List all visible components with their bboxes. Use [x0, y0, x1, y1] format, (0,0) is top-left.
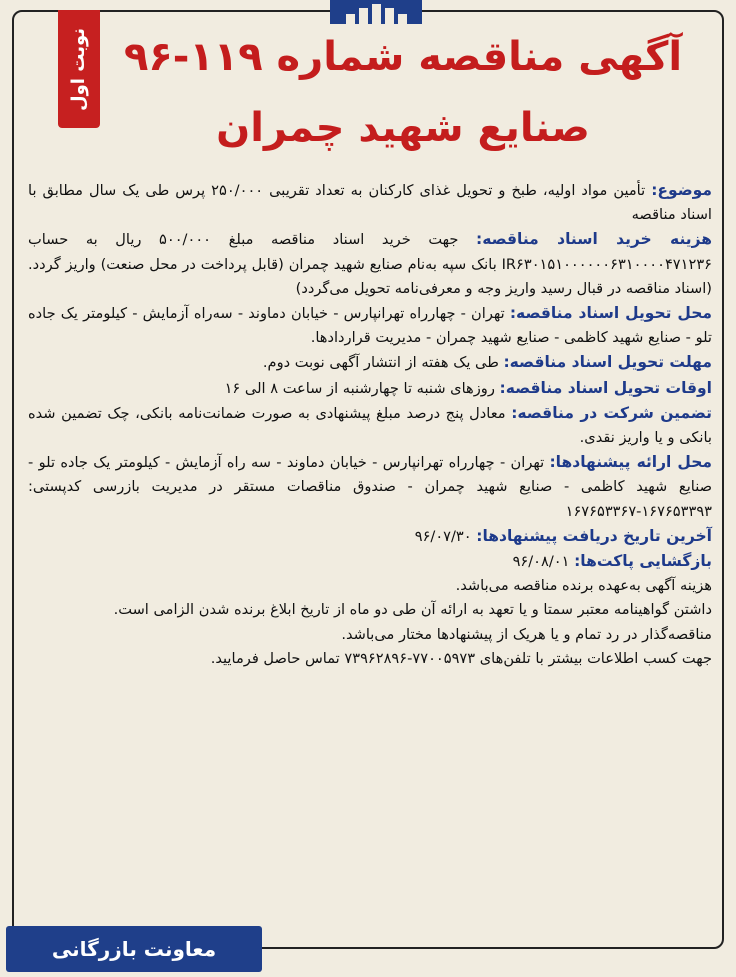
section-text: طی یک هفته از انتشار آگهی نوبت دوم. [262, 354, 504, 372]
notice-body [28, 178, 712, 671]
section-guarantee [28, 401, 712, 450]
section-document-cost [28, 227, 712, 301]
section-label: هزینه خرید اسناد مناقصه: [476, 230, 712, 249]
section-opening-date [28, 549, 712, 574]
section-text: معادل پنج درصد مبلغ پیشنهادی به صورت ضمانت‌نامه بانکی، چک تضمین شده بانکی و یا واریز نقدی. [28, 404, 712, 447]
section-proposal-deadline [28, 524, 712, 549]
section-text: ۹۶/۰۸/۰۱ [512, 553, 575, 571]
section-label: اوقات تحویل اسناد مناقصه: [499, 378, 712, 397]
section-proposal-place [28, 450, 712, 524]
note-certificate: داشتن گواهینامه معتبر سمتا و یا تعهد به ارائه آن طی دو ماه از تاریخ ابلاغ برنده شدن الزامی است. [113, 601, 712, 619]
footer-label: معاونت بازرگانی [51, 937, 217, 961]
section-label: محل ارائه پیشنهادها: [549, 453, 713, 472]
section-text: تهران - چهارراه تهرانپارس - خیابان دماوند - سه‌راه آزمایش - کیلومتر یک جاده تلو - صنایع شهید کاظمی - صنایع شهید چمران - مدیریت قراردادها. [28, 305, 712, 347]
first-publication-badge [58, 10, 100, 128]
commercial-deputy-banner [6, 926, 262, 972]
notice-title: آگهی مناقصه شماره ۱۱۹-۹۶ [123, 34, 683, 80]
section-text: روزهای شنبه تا چهارشنبه از ساعت ۸ الی ۱۶ [224, 379, 500, 397]
section-document-deadline [28, 350, 712, 375]
note-rejection-right: مناقصه‌گذار در رد تمام و یا هریک از پیشنهادها مختار می‌باشد. [341, 625, 712, 643]
company-name: صنایع شهید چمران [216, 105, 590, 151]
section-label: بازگشایی پاکت‌ها: [574, 552, 712, 571]
newspaper-logo-icon [330, 0, 422, 24]
section-text: تهران - چهارراه تهرانپارس - خیابان دماوند - سه راه آزمایش - کیلومتر یک جاده تلو - صنایع شهید کاظمی - صنایع شهید چمران - صندوق مناقصات مستقر در مدیریت بازرسی کدپستی: ۱۶۷۶۵۳۳۹۳-۱۶۷۶۵۳۳۶۷ [28, 454, 712, 520]
section-label: آخرین تاریخ دریافت پیشنهادها: [476, 526, 712, 545]
section-label: مهلت تحویل اسناد مناقصه: [503, 353, 712, 372]
badge-label: نوبت اول [68, 27, 90, 111]
section-subject [28, 178, 712, 227]
section-document-delivery-place [28, 301, 712, 350]
section-label: محل تحویل اسناد مناقصه: [509, 304, 712, 323]
section-text: جهت خرید اسناد مناقصه مبلغ ۵۰۰/۰۰۰ ریال به حساب IR۶۳۰۱۵۱۰۰۰۰۰۰۶۳۱۰۰۰۰۴۷۱۲۳۶ بانک سپه به‌نام صنایع شهید چمران (قابل پرداخت در محل صنعت) واریز گردد. (اسناد مناقصه در قبال رسید واریز وجه و معرفی‌نامه تحویل می‌گردد) [28, 231, 712, 297]
section-text: ۹۶/۰۷/۳۰ [414, 527, 477, 545]
section-text: تأمین مواد اولیه، طبخ و تحویل غذای کارکنان به تعداد تقریبی ۲۵۰/۰۰۰ پرس طی یک سال مطابق با اسناد مناقصه [28, 182, 712, 224]
note-ad-cost: هزینه آگهی به‌عهده برنده مناقصه می‌باشد. [455, 577, 712, 595]
section-document-hours [28, 376, 712, 401]
section-label: موضوع: [651, 181, 712, 199]
section-label: تضمین شرکت در مناقصه: [511, 403, 712, 422]
note-contact-phones: جهت کسب اطلاعات بیشتر با تلفن‌های ۷۷۰۰۵۹۷۳-۷۳۹۶۲۸۹۶ تماس حاصل فرمایید. [210, 649, 712, 667]
